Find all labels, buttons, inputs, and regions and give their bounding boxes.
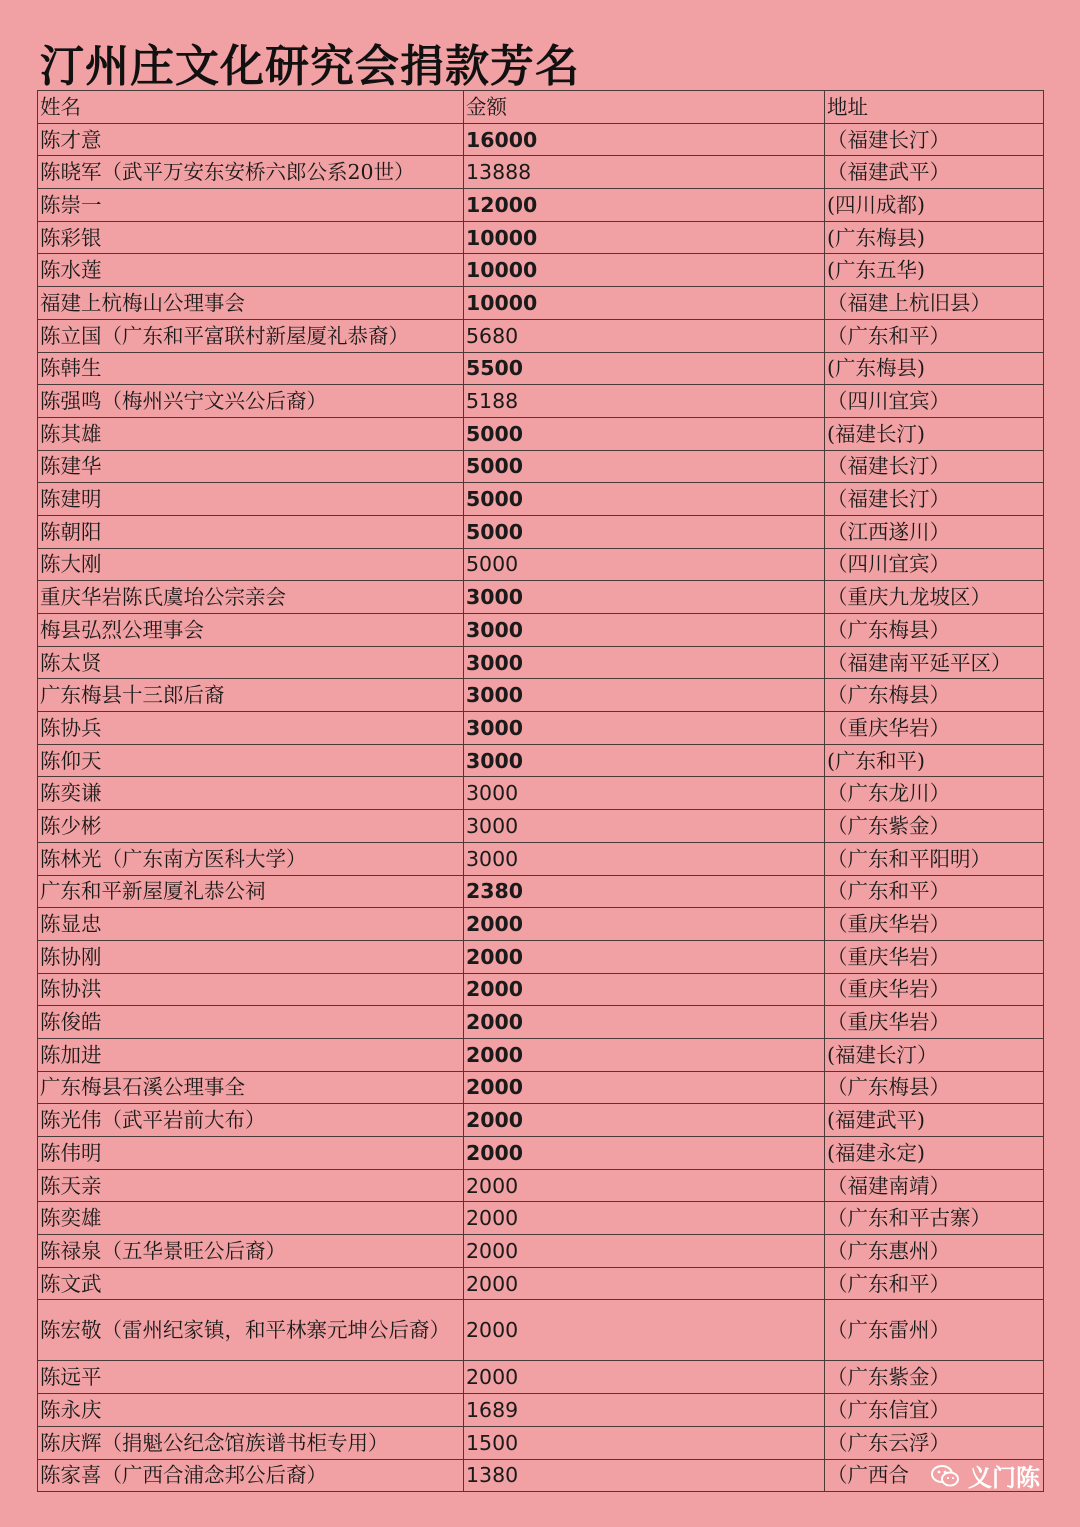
donation-amount: 3000 <box>464 744 825 777</box>
donation-amount: 2000 <box>464 1071 825 1104</box>
donor-address: （广东和平古寨） <box>825 1202 1044 1235</box>
wechat-icon <box>930 1463 960 1489</box>
donor-address: （广东紫金） <box>825 1361 1044 1394</box>
table-row <box>38 1169 1044 1202</box>
donor-name: 陈俊皓 <box>38 1006 464 1039</box>
table-row <box>38 1426 1044 1459</box>
table-row <box>38 352 1044 385</box>
table-row <box>38 450 1044 483</box>
donor-address: (福建长汀) <box>825 417 1044 450</box>
donor-name: 广东梅县石溪公理事全 <box>38 1071 464 1104</box>
donor-address: （广东和平） <box>825 319 1044 352</box>
donor-address: （广东梅县） <box>825 1071 1044 1104</box>
donor-address: （广东和平） <box>825 875 1044 908</box>
table-row <box>38 940 1044 973</box>
donor-name: 陈远平 <box>38 1361 464 1394</box>
donation-amount: 3000 <box>464 712 825 745</box>
donor-name: 陈崇一 <box>38 189 464 222</box>
donation-amount: 3000 <box>464 679 825 712</box>
donor-name: 陈彩银 <box>38 221 464 254</box>
table-row <box>38 221 1044 254</box>
donor-address: （重庆华岩） <box>825 1006 1044 1039</box>
donor-address: (广东梅县) <box>825 221 1044 254</box>
table-row <box>38 417 1044 450</box>
donor-name: 陈协洪 <box>38 973 464 1006</box>
donation-amount: 2000 <box>464 1361 825 1394</box>
table-row <box>38 1071 1044 1104</box>
donation-amount: 2000 <box>464 1169 825 1202</box>
donor-address: (福建永定) <box>825 1137 1044 1170</box>
donor-name: 陈协刚 <box>38 940 464 973</box>
donor-name: 陈少彬 <box>38 810 464 843</box>
donor-name: 陈朝阳 <box>38 515 464 548</box>
watermark-text: 义门陈 <box>968 1464 1040 1492</box>
donation-amount: 13888 <box>464 156 825 189</box>
donation-amount: 5000 <box>464 450 825 483</box>
header-amount: 金额 <box>464 91 825 124</box>
donation-amount: 5000 <box>464 548 825 581</box>
table-row <box>38 646 1044 679</box>
donor-name: 陈建华 <box>38 450 464 483</box>
donor-name: 陈才意 <box>38 123 464 156</box>
donation-amount: 10000 <box>464 287 825 320</box>
donation-amount: 5000 <box>464 417 825 450</box>
table-row <box>38 287 1044 320</box>
donation-amount: 12000 <box>464 189 825 222</box>
donor-name: 陈晓军（武平万安东安桥六郎公系20世） <box>38 156 464 189</box>
donation-amount: 1500 <box>464 1426 825 1459</box>
donor-address: （重庆华岩） <box>825 908 1044 941</box>
donation-amount: 2000 <box>464 1267 825 1300</box>
donation-amount: 2000 <box>464 1300 825 1361</box>
donor-name: 陈韩生 <box>38 352 464 385</box>
table-row <box>38 1459 1044 1492</box>
donor-address: （福建南靖） <box>825 1169 1044 1202</box>
donor-address: （福建上杭旧县） <box>825 287 1044 320</box>
donor-address: (福建武平) <box>825 1104 1044 1137</box>
donation-amount: 5000 <box>464 515 825 548</box>
table-row <box>38 1104 1044 1137</box>
donor-name: 福建上杭梅山公理事会 <box>38 287 464 320</box>
donation-amount: 10000 <box>464 254 825 287</box>
page-title: 汀州庄文化研究会捐款芳名 <box>40 41 580 92</box>
table-row <box>38 810 1044 843</box>
donor-address: （福建长汀） <box>825 450 1044 483</box>
donor-address: (广东和平) <box>825 744 1044 777</box>
table-row <box>38 777 1044 810</box>
header-address: 地址 <box>825 91 1044 124</box>
donation-amount: 3000 <box>464 614 825 647</box>
table-row <box>38 1137 1044 1170</box>
donor-name: 陈其雄 <box>38 417 464 450</box>
table-row <box>38 908 1044 941</box>
table-row <box>38 581 1044 614</box>
table-row <box>38 189 1044 222</box>
donor-address: （福建南平延平区） <box>825 646 1044 679</box>
table-row <box>38 679 1044 712</box>
table-row <box>38 515 1044 548</box>
donor-address: （重庆华岩） <box>825 973 1044 1006</box>
table-row <box>38 319 1044 352</box>
donation-amount: 2380 <box>464 875 825 908</box>
donation-amount: 1380 <box>464 1459 825 1492</box>
donor-name: 陈大刚 <box>38 548 464 581</box>
donor-name: 梅县弘烈公理事会 <box>38 614 464 647</box>
donor-address: （广东云浮） <box>825 1426 1044 1459</box>
table-header-row <box>38 91 1044 124</box>
table-row <box>38 483 1044 516</box>
donation-table <box>37 90 1044 1492</box>
table-row <box>38 712 1044 745</box>
donation-amount: 3000 <box>464 581 825 614</box>
donor-name: 陈林光（广东南方医科大学） <box>38 842 464 875</box>
donor-name: 陈永庆 <box>38 1394 464 1427</box>
donor-address: （重庆九龙坡区） <box>825 581 1044 614</box>
donation-amount: 5000 <box>464 483 825 516</box>
donor-name: 陈协兵 <box>38 712 464 745</box>
donor-address: (广东五华) <box>825 254 1044 287</box>
table-row <box>38 1006 1044 1039</box>
donor-address: （福建长汀） <box>825 483 1044 516</box>
table-row <box>38 1202 1044 1235</box>
donor-name: 广东梅县十三郎后裔 <box>38 679 464 712</box>
donation-amount: 2000 <box>464 1038 825 1071</box>
donor-name: 陈奕雄 <box>38 1202 464 1235</box>
table-row <box>38 156 1044 189</box>
donor-address: （广东梅县） <box>825 614 1044 647</box>
donor-address: （四川宜宾） <box>825 385 1044 418</box>
donation-amount: 3000 <box>464 777 825 810</box>
donor-name: 陈太贤 <box>38 646 464 679</box>
watermark <box>930 1458 1040 1493</box>
donor-address: （广西合 <box>825 1459 1044 1492</box>
donor-name: 陈家喜（广西合浦念邦公后裔） <box>38 1459 464 1492</box>
donor-name: 陈禄泉（五华景旺公后裔） <box>38 1235 464 1268</box>
donation-amount: 3000 <box>464 646 825 679</box>
donation-amount: 5188 <box>464 385 825 418</box>
table-row <box>38 548 1044 581</box>
donor-name: 陈天亲 <box>38 1169 464 1202</box>
table-row <box>38 1394 1044 1427</box>
donation-amount: 16000 <box>464 123 825 156</box>
donation-amount: 2000 <box>464 1202 825 1235</box>
table-row <box>38 973 1044 1006</box>
table-row <box>38 254 1044 287</box>
donor-name: 陈光伟（武平岩前大布） <box>38 1104 464 1137</box>
donor-name: 陈文武 <box>38 1267 464 1300</box>
donation-amount: 3000 <box>464 810 825 843</box>
donor-address: (四川成都) <box>825 189 1044 222</box>
donor-address: （广东梅县） <box>825 679 1044 712</box>
donor-address: （重庆华岩） <box>825 712 1044 745</box>
donor-name: 陈水莲 <box>38 254 464 287</box>
donation-amount: 2000 <box>464 1006 825 1039</box>
table-row <box>38 842 1044 875</box>
table-row <box>38 1361 1044 1394</box>
table-row <box>38 875 1044 908</box>
donor-name: 陈立国（广东和平富联村新屋厦礼恭裔） <box>38 319 464 352</box>
donor-address: （江西遂川） <box>825 515 1044 548</box>
table-row <box>38 614 1044 647</box>
donor-address: （重庆华岩） <box>825 940 1044 973</box>
donor-address: （四川宜宾） <box>825 548 1044 581</box>
donor-address: (福建长汀） <box>825 1038 1044 1071</box>
donor-address: （广东龙川） <box>825 777 1044 810</box>
donor-address: （广东雷州） <box>825 1300 1044 1361</box>
donation-amount: 5500 <box>464 352 825 385</box>
table-row <box>38 1267 1044 1300</box>
donor-address: （福建武平） <box>825 156 1044 189</box>
donor-name: 陈伟明 <box>38 1137 464 1170</box>
donor-name: 陈宏敬（雷州纪家镇，和平林寨元坤公后裔） <box>38 1300 464 1361</box>
donor-address: （广东惠州） <box>825 1235 1044 1268</box>
table-row <box>38 1038 1044 1071</box>
donor-name: 陈加进 <box>38 1038 464 1071</box>
donation-amount: 2000 <box>464 973 825 1006</box>
table-row <box>38 1300 1044 1361</box>
donor-address: （广东信宜） <box>825 1394 1044 1427</box>
donation-amount: 10000 <box>464 221 825 254</box>
donor-address: (广东梅县) <box>825 352 1044 385</box>
donation-amount: 5680 <box>464 319 825 352</box>
donation-amount: 2000 <box>464 908 825 941</box>
donor-address: （福建长汀） <box>825 123 1044 156</box>
donor-name: 重庆华岩陈氏虞坮公宗亲会 <box>38 581 464 614</box>
donation-amount: 3000 <box>464 842 825 875</box>
donor-name: 陈奕谦 <box>38 777 464 810</box>
table-row <box>38 1235 1044 1268</box>
donation-amount: 2000 <box>464 1104 825 1137</box>
table-row <box>38 744 1044 777</box>
donor-address: （广东和平） <box>825 1267 1044 1300</box>
table-row <box>38 385 1044 418</box>
donor-name: 陈庆辉（捐魁公纪念馆族谱书柜专用） <box>38 1426 464 1459</box>
donation-amount: 2000 <box>464 940 825 973</box>
donation-amount: 2000 <box>464 1235 825 1268</box>
donor-name: 陈建明 <box>38 483 464 516</box>
donation-amount: 2000 <box>464 1137 825 1170</box>
donation-amount: 1689 <box>464 1394 825 1427</box>
donor-name: 陈显忠 <box>38 908 464 941</box>
donor-address: （广东紫金） <box>825 810 1044 843</box>
donor-name: 陈强鸣（梅州兴宁文兴公后裔） <box>38 385 464 418</box>
donor-name: 广东和平新屋厦礼恭公祠 <box>38 875 464 908</box>
donor-address: （广东和平阳明） <box>825 842 1044 875</box>
table-row <box>38 123 1044 156</box>
donor-name: 陈仰天 <box>38 744 464 777</box>
header-name: 姓名 <box>38 91 464 124</box>
